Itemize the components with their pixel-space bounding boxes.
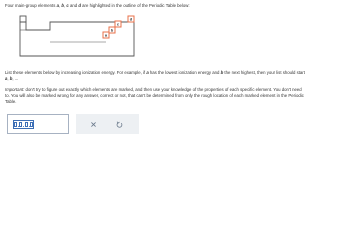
- undo-button[interactable]: [112, 117, 126, 131]
- clear-button[interactable]: [86, 117, 100, 131]
- answer-slot-1[interactable]: [14, 122, 17, 127]
- ordering-input[interactable]: [13, 120, 34, 129]
- instruction-line-2: a, b, ...: [5, 76, 19, 81]
- svg-text:c: c: [116, 21, 120, 27]
- comma-separator: [29, 126, 30, 127]
- important-note-line-2: to. You will also be marked wrong for any answer, correct or not, that can't be determined from only the rough location of each marked element in the Periodic: [5, 93, 304, 98]
- undo-icon: [116, 121, 123, 128]
- element-d: [128, 16, 134, 22]
- element-b: [109, 27, 115, 33]
- element-c: [115, 21, 121, 27]
- svg-text:b: b: [110, 27, 114, 33]
- close-icon: [90, 121, 97, 128]
- svg-text:d: d: [129, 16, 133, 22]
- answer-tools: [76, 114, 139, 134]
- answer-area: [7, 114, 69, 134]
- comma-separator: [18, 126, 19, 127]
- answer-slot-3[interactable]: [25, 122, 28, 127]
- answer-slot-4[interactable]: [30, 122, 33, 127]
- answer-slot-2[interactable]: [19, 122, 22, 127]
- comma-separator: [23, 126, 24, 127]
- important-note-line-1: Important: don't try to figure out exactly which elements are marked, and then use your knowledge of the properties of each specific element. You don't need: [5, 87, 302, 92]
- prompt-text: Four main-group elements a, b, c and d are highlighted in the outline of the Periodic Table below:: [5, 3, 190, 8]
- important-note-line-3: Table.: [5, 99, 17, 104]
- periodic-table-outline: [16, 14, 138, 62]
- instruction-line-1: List these elements below by increasing ionization energy. For example, if a has the lowest ionization energy and b the next highest, then your list should start: [5, 70, 305, 75]
- element-a: [103, 32, 109, 38]
- svg-text:a: a: [104, 32, 108, 38]
